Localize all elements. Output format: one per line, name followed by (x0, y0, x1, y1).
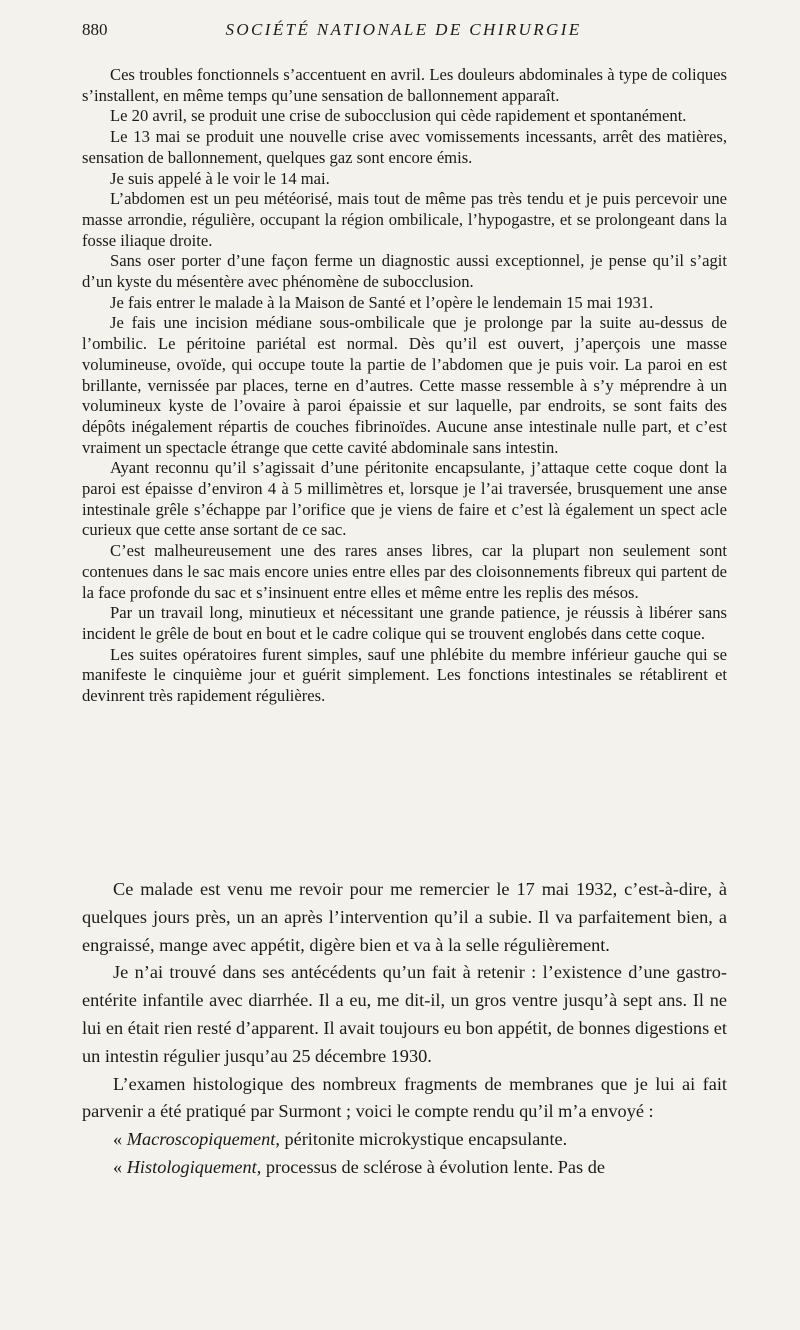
paragraph: Ce malade est venu me revoir pour me remercier le 17 mai 1932, c’est-à-dire, à quelques jours près, un an après l’intervention qu’il a subie. Il va parfaitement bien, a engraissé, mange avec appétit, digère bien et va à la selle régulièrement. (82, 879, 727, 955)
paragraph: Le 20 avril, se produit une crise de subocclusion qui cède rapidement et spontanément. (110, 106, 687, 126)
paragraph: Je suis appelé à le voir le 14 mai. (110, 168, 330, 188)
paragraph: Par un travail long, minutieux et nécessitant une grande patience, je réussis à libérer sans incident le grêle de bout en bout et le cadre colique qui se trouvent englobés dans cette coque. (82, 603, 727, 643)
quote-text: , processus de sclérose à évolution lente. Pas de (256, 1156, 605, 1177)
paragraph: Le 13 mai se produit une nouvelle crise avec vomissements incessants, arrêt des matières, sensation de ballonnement, quelques gaz sont encore émis. (82, 127, 727, 167)
paragraph: Sans oser porter d’une façon ferme un diagnostic aussi exceptionnel, je pense qu’il s’agit d’un kyste du mésentère avec phénomène de subocclusion. (82, 251, 727, 292)
paragraph: L’examen histologique des nombreux fragments de membranes que je lui ai fait parvenir a été pratiqué par Surmont ; voici le compte rendu qu’il m’a envoyé : (82, 1073, 727, 1122)
quote-text: , péritonite microkystique encapsulante. (275, 1129, 568, 1150)
quote-mark: « (113, 1156, 127, 1177)
paragraph: C’est malheureusement une des rares anses libres, car la plupart non seulement sont contenues dans le sac mais encore unies entre elles par des cloisonnements fibreux qui partent de la face profonde du sac et s’insinuent entre elles et même entre les replis des mésos. (82, 541, 727, 602)
paragraph: L’abdomen est un peu météorisé, mais tout de même pas très tendu et je puis percevoir une masse arrondie, régulière, occupant la région ombilicale, l’hypogastre, et se prolongeant dans la fosse iliaque droite. (82, 189, 727, 250)
paragraph: Je fais entrer le malade à la Maison de Santé et l’opère le lendemain 15 mai 1931. (110, 292, 654, 312)
paragraph: Je n’ai trouvé dans ses antécédents qu’un fait à retenir : l’existence d’une gastro-entérite infantile avec diarrhée. Il a eu, me dit-il, un gros ventre jusqu’à sept ans. Il ne lui en était rien resté d’apparent. Il avait toujours eu bon appétit, de bonnes digestions et un intestin régulier jusqu’au 25 décembre 1930. (82, 962, 727, 1066)
paragraph: Je fais une incision médiane sous-ombilicale que je prolonge par la suite au-dessus de l’ombilic. Le péritoine pariétal est normal. Dès qu’il est ouvert, j’aperçois une masse volumineuse, ovoïde, qui occupe toute la partie de l’abdomen que je puis voir. La paroi en est brillante, vernissée par places, terne en d’autres. Cette masse ressemble à s’y méprendre à un volumineux kyste de l’ovaire à paroi épaissie et sur laquelle, par endroits, se sont faits des dépôts inégalement répartis de couches fibrinoïdes. Aucune anse intestinale nulle part, et c’est vraiment un spectacle étrange que cette cavité abdominale sans intestin. (82, 313, 727, 457)
paragraph: Ayant reconnu qu’il s’agissait d’une péritonite encapsulante, j’attaque cette coque dont la paroi est épaisse d’environ 4 à 5 millimètres et, lorsque je l’ai traversée, brusquement une anse intestinale grêle s’échappe par l’orifice que je viens de faire et c’est là également un spect acle curieux que cette anse sortant de ce sac. (82, 458, 727, 540)
quote-line (82, 1126, 727, 1154)
paragraph: Ces troubles fonctionnels s’accentuent en avril. Les douleurs abdominales à type de coliques s’installent, en même temps qu’une sensation de ballonnement apparaît. (82, 65, 727, 105)
paragraph: Les suites opératoires furent simples, sauf une phlébite du membre inférieur gauche qui se manifeste le cinquième jour et guérit simplement. Les fonctions intestinales se rétablirent et devinrent très rapidement régulières. (82, 644, 727, 706)
running-title: SOCIÉTÉ NATIONALE DE CHIRURGIE (225, 20, 582, 39)
page-header (82, 20, 725, 46)
quote-line (82, 1154, 727, 1182)
case-report-text (82, 65, 727, 707)
follow-up-text (82, 876, 727, 1182)
quote-term: Macroscopiquement (126, 1129, 276, 1150)
quote-mark: « (113, 1129, 127, 1150)
page-number: 880 (82, 20, 108, 39)
quote-term: Histologiquement (126, 1156, 257, 1177)
